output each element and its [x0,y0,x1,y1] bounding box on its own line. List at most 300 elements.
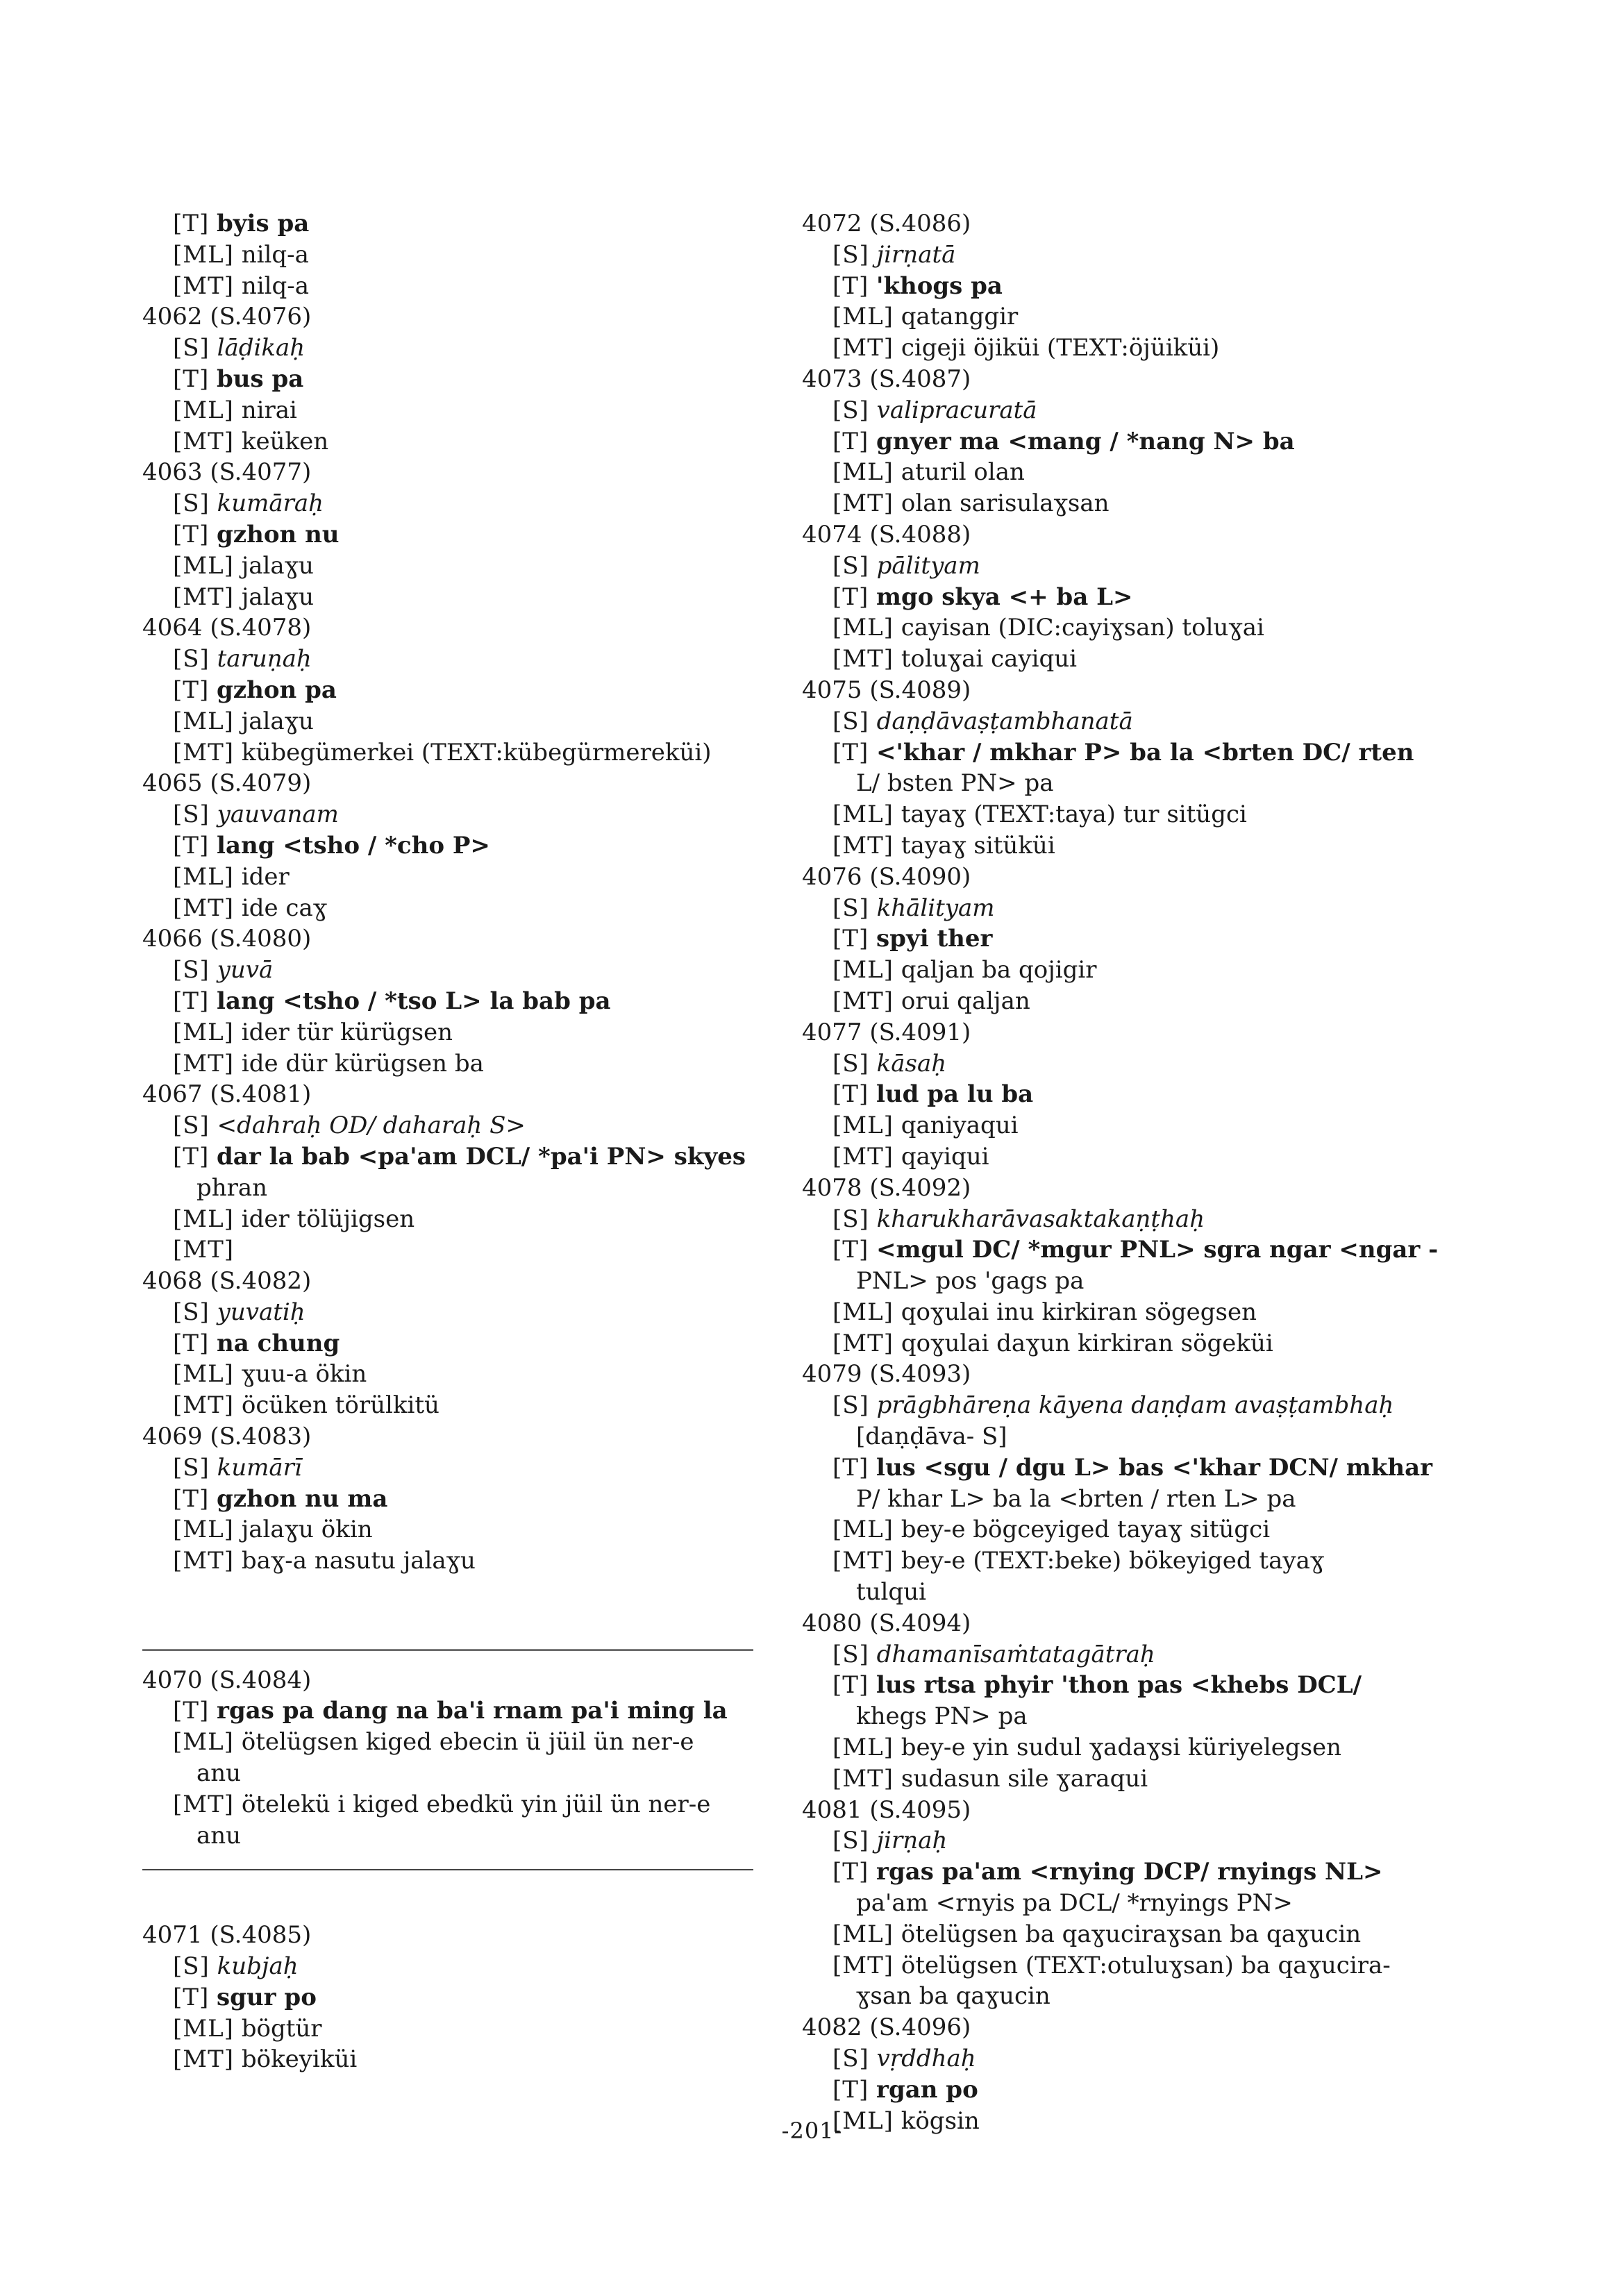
field-line [802,1328,1482,1359]
field-text: cayisan (DIC:cayiɣsan) toluɣai [901,614,1264,642]
field-label: [MT] [173,583,235,611]
field-label: [MT] [173,1236,235,1264]
left-top-entries [142,208,753,1577]
field-label: [ML] [832,801,894,829]
field-line [802,1919,1482,1950]
field-text: olan sarisulaɣsan [901,489,1110,518]
field-text: qayiqui [901,1142,989,1171]
field-line [802,333,1482,364]
field-text: bey-e bögceyiged tayaɣ sitügci [901,1516,1271,1544]
entry-number [802,1017,1482,1048]
field-label: [S] [173,645,210,673]
field-label: [MT] [832,1764,894,1793]
field-text: phran [196,1173,268,1202]
field-label: [T] [832,1858,869,1886]
field-line [802,488,1482,519]
field-text: <mgul DC/ *mgur PNL> sgra ngar <ngar - [876,1236,1439,1264]
field-text: öcüken törülkitü [241,1391,440,1420]
continuation-line [802,768,1482,799]
field-text: ötelekü i kiged ebedkü yin jüil ün ner-e [241,1790,711,1818]
field-text: 4066 (S.4080) [142,925,312,953]
field-line [802,271,1482,302]
field-line [802,1234,1482,1266]
field-text: tulqui [856,1578,926,1607]
field-text: 4075 (S.4089) [802,676,971,704]
field-text: gzhon nu ma [217,1484,388,1513]
right-entries [802,208,1482,2136]
entry-number [142,1920,753,1951]
entry-number [142,301,753,333]
field-text: qoɣulai daɣun kirkiran sögeküi [901,1329,1273,1357]
field-label: [MT] [832,645,894,673]
field-text: nirai [241,396,297,424]
field-label: [S] [832,1391,869,1420]
field-label: [T] [832,427,869,455]
field-text: 4067 (S.4081) [142,1080,312,1109]
field-text: aturil olan [901,458,1025,487]
field-label: [ML] [173,396,234,424]
field-label: [MT] [832,987,894,1015]
field-line [142,1789,753,1820]
field-text: 4079 (S.4093) [802,1360,971,1389]
field-text: lud pa lu ba [876,1080,1034,1109]
field-label: [S] [832,1205,869,1233]
field-text: kubjaḥ [217,1952,299,1981]
continuation-line [142,1758,753,1789]
field-label: [S] [832,2045,869,2073]
field-line [802,1545,1482,1577]
field-label: [S] [832,1640,869,1668]
field-line [802,706,1482,737]
field-line [802,644,1482,675]
field-line [802,1763,1482,1795]
field-text: yuvatiḥ [217,1298,305,1326]
field-line [802,1110,1482,1141]
field-label: [MT] [173,2045,235,2074]
field-text: tayaɣ (TEXT:taya) tur sitügci [901,801,1247,829]
field-text: 4063 (S.4077) [142,458,312,487]
field-text: nilq-a [241,271,310,300]
field-line [142,1297,753,1328]
field-label: [ML] [173,1360,234,1389]
field-text: qaniyaqui [901,1112,1019,1140]
entry-number [142,1266,753,1297]
field-text: qaljan ba qojigir [901,956,1097,984]
field-label: [ML] [173,240,234,269]
continuation-line [142,1173,753,1204]
field-line [142,2044,753,2075]
field-text: 4080 (S.4094) [802,1609,971,1637]
field-text: pa'am <rnyis pa DCL/ *rnyings PN> [856,1889,1293,1918]
field-label: [ML] [173,1516,234,1544]
field-label: [T] [832,583,869,611]
field-text: 4082 (S.4096) [802,2013,971,2042]
field-line [142,519,753,551]
continuation-line [802,1577,1482,1608]
field-line [802,612,1482,644]
field-text: P/ khar L> ba la <brten / rten L> pa [856,1484,1296,1513]
field-text: 4070 (S.4084) [142,1666,312,1694]
field-label: [S] [832,240,869,269]
field-label: [ML] [173,1205,234,1233]
field-line [802,395,1482,426]
field-line [142,1514,753,1545]
continuation-line [802,1981,1482,2012]
field-text: jirṇaḥ [876,1827,948,1855]
field-text: na chung [217,1329,340,1357]
entry-number [802,2012,1482,2043]
field-line [142,1328,753,1359]
field-line [142,1982,753,2013]
field-text: nilq-a [241,240,309,269]
field-line [142,737,753,769]
field-text: lang <tsho / *cho P> [217,831,490,860]
entry-number [142,923,753,955]
field-label: [MT] [173,271,235,300]
field-line [142,799,753,830]
field-text: tayaɣ sitüküi [901,831,1055,860]
page-number: -201- [781,2118,843,2144]
field-label: [S] [173,1952,210,1981]
field-label: [MT] [173,738,235,766]
field-text: kögsin [901,2106,980,2135]
field-label: [ML] [832,1516,894,1544]
field-line [142,675,753,706]
field-text: qatanggir [901,303,1019,331]
field-line [802,799,1482,830]
field-text: 4071 (S.4085) [142,1921,312,1950]
entry-number [802,675,1482,706]
field-line [142,862,753,893]
field-label: [T] [173,987,210,1015]
field-text: kübegümerkei (TEXT:kübegürmereküi) [241,738,712,766]
field-text: 4062 (S.4076) [142,303,312,331]
field-line [142,333,753,364]
field-line [142,1204,753,1235]
entry-number [142,1079,753,1110]
field-text: 4069 (S.4083) [142,1423,312,1451]
field-text: orui qaljan [901,987,1030,1015]
field-label: [T] [173,1697,210,1725]
field-text: pālityam [876,551,980,580]
field-text: bögtür [241,2014,322,2043]
field-text: 4076 (S.4090) [802,862,971,891]
continuation-line [802,1421,1482,1452]
entry-number [142,457,753,488]
field-line [142,395,753,426]
field-line [802,1452,1482,1484]
field-label: [T] [173,676,210,704]
field-label: [S] [832,1827,869,1855]
field-text: dar la bab <pa'am DCL/ *pa'i PN> skyes [217,1142,746,1171]
field-line [802,1857,1482,1888]
field-line [142,1545,753,1577]
field-line [802,737,1482,769]
field-text: kharukharāvasaktakaṇṭhaḥ [876,1205,1205,1233]
field-label: [ML] [832,956,894,984]
field-text: ötelügsen (TEXT:otuluɣsan) ba qaɣucira- [901,1951,1391,1979]
field-label: [MT] [832,1547,894,1575]
field-text: prāgbhāreṇa kāyena daṇḍam avaṣṭambhaḥ [876,1391,1394,1420]
continuation-line [802,1484,1482,1515]
field-text: 4065 (S.4079) [142,769,312,798]
field-line [802,986,1482,1017]
field-label: [ML] [832,303,894,331]
field-line [142,1141,753,1173]
field-line [142,644,753,675]
field-line [142,208,753,240]
field-text: toluɣai cayiqui [901,645,1078,673]
field-label: [MT] [832,1951,894,1979]
field-text: gzhon pa [217,676,337,704]
field-line [142,271,753,302]
entry-number [802,519,1482,551]
field-label: [MT] [832,489,894,518]
continuation-line [142,1820,753,1852]
field-text: daṇḍāvaṣṭambhanatā [876,707,1133,735]
field-label: [ML] [173,862,234,891]
field-line [802,893,1482,924]
field-text: gnyer ma <mang / *nang N> ba [876,427,1295,455]
field-line [802,551,1482,582]
field-text: gzhon nu [217,520,340,548]
field-text: 4073 (S.4087) [802,364,971,393]
field-text: 4081 (S.4095) [802,1795,971,1824]
entry-number [142,1665,753,1696]
field-line [142,240,753,271]
field-text: [daṇḍāva- S] [856,1423,1007,1451]
field-label: [T] [173,210,210,237]
field-text: lang <tsho / *tso L> la bab pa [217,987,611,1015]
field-label: [T] [832,1080,869,1109]
field-text: ötelügsen ba qaɣuciraɣsan ba qaɣucin [901,1920,1362,1948]
field-text: 4064 (S.4078) [142,614,312,642]
field-label: [ML] [173,551,234,580]
field-text: 4077 (S.4091) [802,1018,971,1046]
field-label: [T] [832,1453,869,1482]
field-text: rgas pa dang na ba'i rnam pa'i ming la [217,1697,728,1725]
field-text: valipracuratā [876,396,1037,424]
field-text: yauvanam [217,801,339,829]
field-text: yuvā [217,956,274,984]
field-label: [ML] [173,707,234,735]
field-line [802,426,1482,458]
field-line [802,830,1482,862]
field-label: [ML] [832,1298,894,1326]
field-text: <'khar / mkhar P> ba la <brten DC/ rten [876,738,1414,766]
field-line [142,582,753,613]
field-line [142,1110,753,1141]
field-text: ɣuu-a ökin [241,1360,367,1389]
field-text: qoɣulai inu kirkiran sögegsen [901,1298,1257,1326]
field-text: lāḍikaḥ [217,334,305,362]
field-label: [T] [832,271,869,300]
field-line [142,551,753,582]
field-text: ide caɣ [241,894,328,922]
field-label: [S] [173,1112,210,1140]
field-label: [S] [173,956,210,984]
field-text: spyi ther [876,925,993,953]
field-text: <dahraḥ OD/ daharaḥ S> [217,1112,526,1140]
field-label: [ML] [173,2014,234,2043]
entry-number [802,862,1482,893]
field-line [142,1452,753,1484]
field-text: lus <sgu / dgu L> bas <'khar DCN/ mkhar [876,1453,1433,1482]
boxed-entry [142,1665,753,1852]
entry-number [802,1173,1482,1204]
field-text: anu [196,1821,242,1850]
field-text: rgas pa'am <rnying DCP/ rnyings NL> [876,1858,1383,1886]
field-text: kumārī [217,1453,302,1482]
field-line [802,955,1482,986]
entry-number [802,1795,1482,1826]
field-text: taruṇaḥ [217,645,312,673]
field-text: byis pa [217,210,310,237]
field-text: keüken [241,427,329,455]
field-label: [S] [832,551,869,580]
field-label: [T] [173,831,210,860]
field-text: jalaɣu [241,583,315,611]
continuation-line [802,1701,1482,1732]
field-label: [MT] [832,1329,894,1357]
field-line [142,1359,753,1390]
entry-number [802,1608,1482,1639]
field-line [142,986,753,1017]
field-line [142,1017,753,1048]
field-label: [ML] [832,1920,894,1948]
field-text: jalaɣu [241,707,314,735]
field-line [142,488,753,519]
continuation-line [802,1266,1482,1297]
field-line [142,1695,753,1727]
field-line [142,1234,753,1266]
entry-number [142,768,753,799]
left-bottom-entries [142,1920,753,2075]
single-rule [142,1869,753,1870]
field-label: [T] [173,1484,210,1513]
field-label: [T] [173,520,210,548]
field-label: [S] [173,334,210,362]
field-line [142,1727,753,1758]
field-line [802,301,1482,333]
field-line [142,706,753,737]
field-line [142,426,753,458]
left-column [142,208,753,2075]
field-line [802,1297,1482,1328]
field-line [142,1484,753,1515]
field-label: [ML] [832,1112,894,1140]
field-line [802,923,1482,955]
field-line [802,1732,1482,1763]
field-line [142,364,753,395]
field-line [802,1390,1482,1421]
field-label: [T] [832,1671,869,1700]
field-text: jalaɣu ökin [241,1516,373,1544]
field-text: bey-e yin sudul ɣadaɣsi küriyelegsen [901,1734,1342,1762]
entry-number [802,1359,1482,1390]
field-label: [ML] [832,614,894,642]
field-label: [ML] [832,458,894,487]
field-text: 4068 (S.4082) [142,1267,312,1296]
field-label: [S] [832,707,869,735]
field-line [802,1514,1482,1545]
field-text: kumāraḥ [217,489,324,518]
field-label: [MT] [173,1049,235,1078]
field-text: 4074 (S.4088) [802,520,971,548]
entry-number [142,612,753,644]
field-text: ɣsan ba qaɣucin [856,1982,1050,2011]
field-text: cigeji öjiküi (TEXT:öjüiküi) [901,334,1220,362]
field-label: [MT] [173,894,235,922]
field-label: [T] [173,1983,210,2011]
entry-number [142,1421,753,1452]
field-label: [ML] [173,1018,234,1046]
field-label: [T] [173,1329,210,1357]
field-text: ide dür kürügsen ba [241,1049,484,1078]
field-line [802,1204,1482,1235]
field-label: [MT] [832,334,894,362]
field-text: mgo skya <+ ba L> [876,583,1133,611]
field-text: 4078 (S.4092) [802,1173,971,1202]
field-label: [T] [832,925,869,953]
field-line [802,457,1482,488]
field-text: ider tölüjigsen [241,1205,415,1233]
field-label: [MT] [173,1391,235,1420]
field-label: [ML] [173,1728,234,1757]
field-label: [ML] [832,1734,894,1762]
entry-number [802,364,1482,395]
field-line [142,1951,753,1982]
field-line [802,1079,1482,1110]
field-line [142,830,753,862]
field-label: [T] [832,2075,869,2104]
field-label: [S] [173,1453,210,1482]
field-label: [T] [832,738,869,766]
field-line [142,1048,753,1080]
field-label: [S] [832,1049,869,1078]
field-label: [T] [173,364,210,393]
field-text: jirṇatā [876,240,956,269]
field-line [802,1670,1482,1701]
field-line [802,1048,1482,1080]
field-label: [T] [832,1236,869,1264]
field-text: 'khogs pa [876,271,1003,300]
field-text: ötelügsen kiged ebecin ü jüil ün ner-e [241,1728,694,1757]
field-text: ider [241,862,290,891]
field-text: jalaɣu [241,551,314,580]
field-line [142,1390,753,1421]
field-line [802,1141,1482,1173]
field-label: [S] [173,489,210,518]
field-text: PNL> pos 'gags pa [856,1267,1085,1296]
field-line [802,240,1482,271]
field-line [802,2043,1482,2075]
field-label: [T] [173,1142,210,1171]
field-label: [MT] [173,1790,235,1818]
continuation-line [802,1888,1482,1919]
field-line [802,2075,1482,2106]
field-text: bökeyiküi [241,2045,358,2074]
field-line [802,582,1482,613]
field-label: [S] [173,1298,210,1326]
field-text: L/ bsten PN> pa [856,769,1054,798]
double-rule [142,1649,753,1655]
field-text: vṛddhaḥ [876,2045,976,2073]
field-line [142,2013,753,2045]
entry-number [802,208,1482,240]
field-label: [S] [832,894,869,922]
field-label: [MT] [173,427,235,455]
